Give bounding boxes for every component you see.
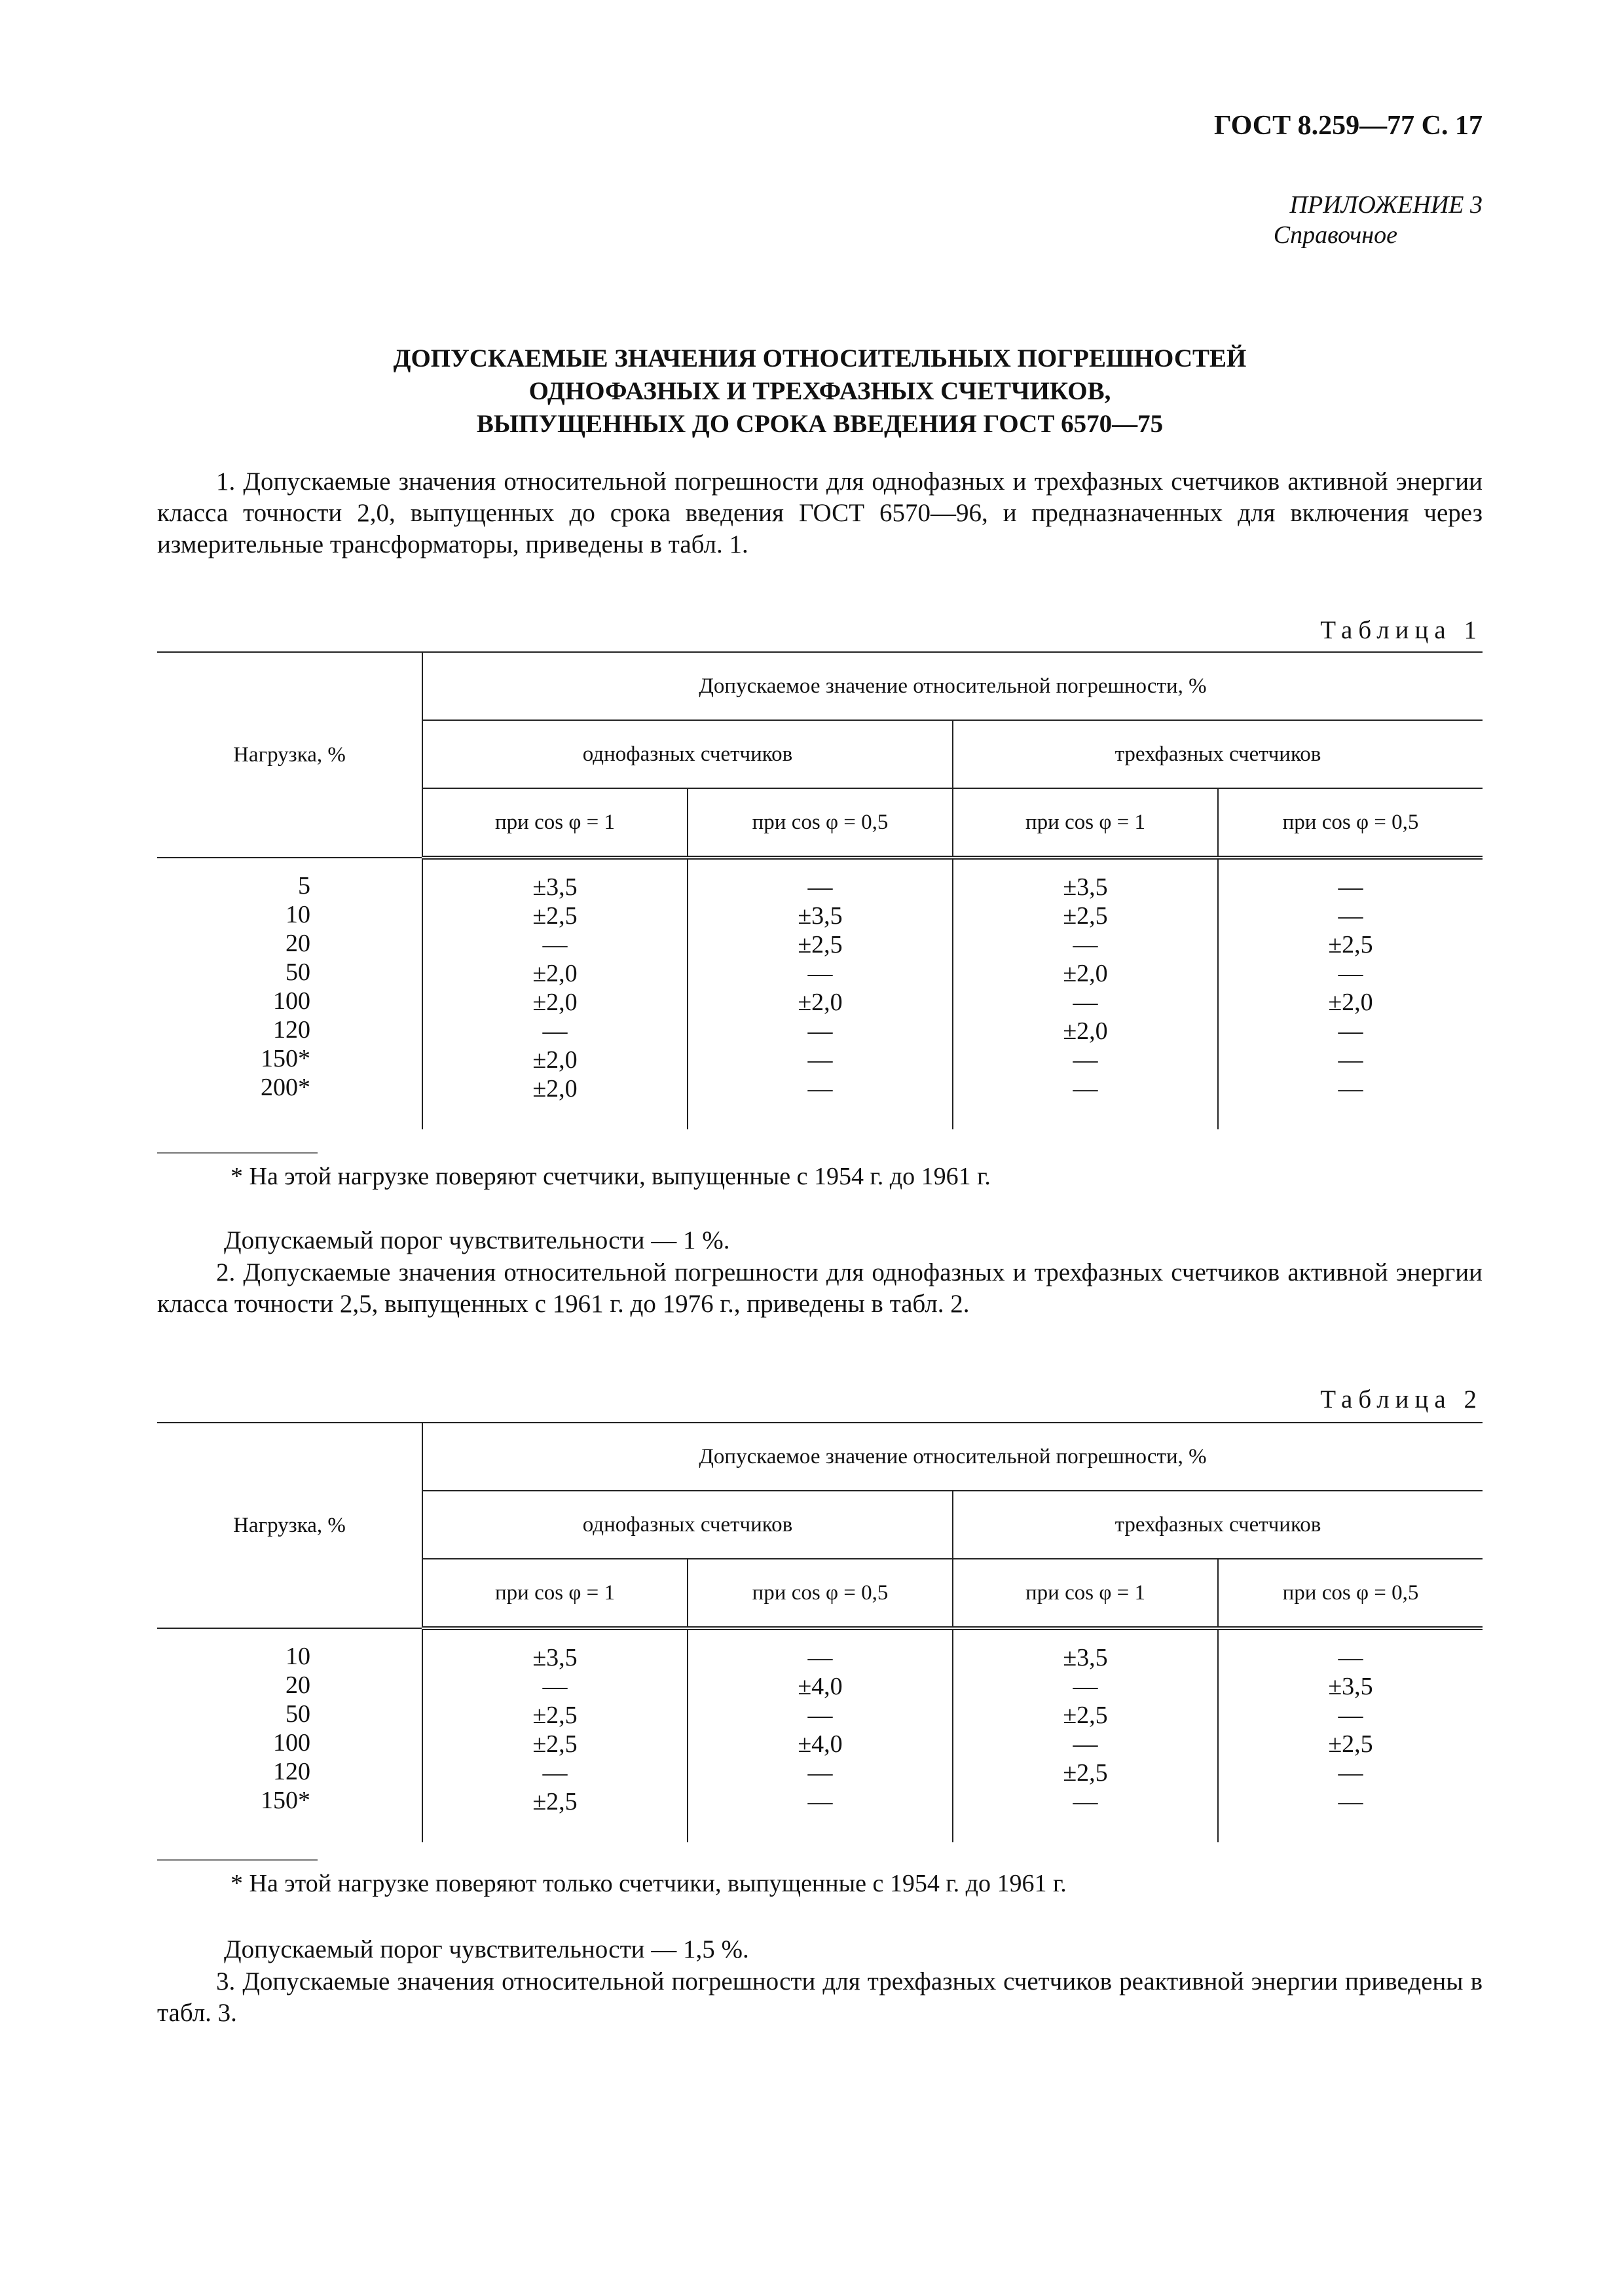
header-single-cos1: при cos φ = 1 (422, 1559, 688, 1628)
table-1-caption: Таблица 1 (1320, 616, 1483, 644)
table-cell: — (1338, 873, 1363, 901)
table-cell: ±2,0 (532, 960, 578, 987)
header-load: Нагрузка, % (157, 1423, 422, 1628)
table-cell: ±2,5 (532, 902, 578, 930)
table-cell: ±2,5 (1063, 1759, 1108, 1787)
three-cos05-column (1218, 858, 1483, 1129)
table-cell: — (1338, 1075, 1363, 1102)
table-2-caption: Таблица 2 (1320, 1385, 1483, 1413)
table-cell: 100 (273, 987, 310, 1015)
table-cell: ±2,5 (1063, 1702, 1108, 1729)
table-cell: ±2,0 (1063, 960, 1108, 987)
table-cell: 10 (286, 1643, 310, 1670)
table-cell: ±2,0 (532, 1075, 578, 1102)
table-cell: ±2,0 (532, 989, 578, 1016)
appendix-title: ПРИЛОЖЕНИЕ 3 (1289, 191, 1483, 219)
footnote-rule (157, 1152, 318, 1154)
table-cell: — (1073, 1788, 1098, 1815)
single-cos1-column (422, 858, 688, 1129)
table-cell: ±2,0 (532, 1046, 578, 1074)
paragraph-2-text: 2. Допускаемые значения относительной погрешности для однофазных и трехфазных счетчиков активной энергии класса точности 2,5, выпущенных с 1961 г. до 1976 г., приведены в табл. 2. (157, 1258, 1483, 1318)
page-header: ГОСТ 8.259—77 С. 17 (1213, 111, 1483, 141)
paragraph-3 (157, 1966, 1483, 2029)
table-cell: ±2,5 (532, 1788, 578, 1815)
table-cell: — (542, 931, 568, 958)
table-cell: — (1073, 1730, 1098, 1758)
table-cell: — (542, 1759, 568, 1787)
header-three-cos05: при cos φ = 0,5 (1218, 1559, 1483, 1628)
header-single-cos05: при cos φ = 0,5 (688, 788, 953, 858)
table-cell: — (1338, 960, 1363, 987)
single-cos1-column (422, 1628, 688, 1842)
table-cell: ±3,5 (532, 873, 578, 901)
table-cell: ±3,5 (798, 902, 843, 930)
table-cell: — (807, 1644, 833, 1671)
table-cell: ±2,5 (798, 931, 843, 958)
table-cell: — (1073, 1046, 1098, 1074)
load-column (157, 858, 422, 1129)
title-line: ОДНОФАЗНЫХ И ТРЕХФАЗНЫХ СЧЕТЧИКОВ, (528, 377, 1111, 405)
threshold-2: Допускаемый порог чувствительности — 1,5 %. (224, 1935, 749, 1963)
table-cell: 150* (261, 1787, 310, 1814)
table-cell: ±4,0 (798, 1730, 843, 1758)
table-cell: 120 (273, 1758, 310, 1785)
table-cell: 150* (261, 1045, 310, 1072)
table-cell: — (1338, 1788, 1363, 1815)
three-cos1-column (953, 1628, 1218, 1842)
single-cos05-column (688, 1628, 953, 1842)
table-cell: ±2,5 (1328, 931, 1373, 958)
table-cell: — (1073, 931, 1098, 958)
table-cell: 200* (261, 1074, 310, 1101)
table-cell: — (807, 1046, 833, 1074)
table-cell: — (1338, 1759, 1363, 1787)
table-cell: ±2,5 (532, 1702, 578, 1729)
table-cell: 20 (286, 930, 310, 957)
table-cell: 20 (286, 1671, 310, 1699)
load-column (157, 1628, 422, 1842)
table-cell: — (542, 1017, 568, 1045)
table-cell: ±2,5 (1063, 902, 1108, 930)
paragraph-1 (157, 466, 1483, 560)
table-cell: ±2,5 (532, 1730, 578, 1758)
table-body-row (157, 858, 1483, 1129)
three-cos1-column (953, 858, 1218, 1129)
table-cell: 5 (298, 872, 310, 900)
table-1-footnote: * На этой нагрузке поверяют счетчики, выпущенные с 1954 г. до 1961 г. (230, 1163, 991, 1190)
table-cell: — (1338, 1644, 1363, 1671)
table-cell: ±2,0 (1328, 989, 1373, 1016)
paragraph-2 (157, 1257, 1483, 1320)
paragraph-1-text: 1. Допускаемые значения относительной погрешности для однофазных и трехфазных счетчиков активной энергии класса точности 2,0, выпущенных до срока введения ГОСТ 6570—96, и предназначенных для включения через измерительные трансформаторы, приведены в табл. 1. (157, 467, 1483, 558)
table-cell: — (807, 1017, 833, 1045)
table-cell: 120 (273, 1016, 310, 1044)
title-line: ВЫПУЩЕННЫХ ДО СРОКА ВВЕДЕНИЯ ГОСТ 6570—75 (476, 410, 1164, 438)
table-cell: — (1338, 1017, 1363, 1045)
table-cell: 50 (286, 1700, 310, 1728)
header-allowed-error: Допускаемое значение относительной погрешности, % (422, 1423, 1483, 1491)
table-cell: — (1073, 1673, 1098, 1700)
document-title (157, 342, 1483, 441)
threshold-1: Допускаемый порог чувствительности — 1 %. (224, 1226, 730, 1254)
header-single-cos1: при cos φ = 1 (422, 788, 688, 858)
table-cell: — (1338, 1702, 1363, 1729)
table-cell: — (1338, 1046, 1363, 1074)
table-cell: ±2,5 (1328, 1730, 1373, 1758)
single-cos05-column (688, 858, 953, 1129)
header-three-cos1: при cos φ = 1 (953, 1559, 1218, 1628)
three-cos05-column (1218, 1628, 1483, 1842)
table-2 (157, 1422, 1483, 1842)
table-cell: — (1073, 989, 1098, 1016)
table-body-row (157, 1628, 1483, 1842)
table-cell: ±4,0 (798, 1673, 843, 1700)
table-2-footnote: * На этой нагрузке поверяют только счетчики, выпущенные с 1954 г. до 1961 г. (230, 1870, 1067, 1897)
table-cell: 50 (286, 958, 310, 986)
table-cell: ±2,0 (798, 989, 843, 1016)
header-three-phase: трехфазных счетчиков (953, 720, 1483, 788)
table-cell: — (807, 1788, 833, 1815)
table-1 (157, 651, 1483, 1129)
header-three-cos05: при cos φ = 0,5 (1218, 788, 1483, 858)
table-cell: 10 (286, 901, 310, 928)
title-line: ДОПУСКАЕМЫЕ ЗНАЧЕНИЯ ОТНОСИТЕЛЬНЫХ ПОГРЕШНОСТЕЙ (393, 344, 1247, 373)
header-single-phase: однофазных счетчиков (422, 720, 953, 788)
header-load: Нагрузка, % (157, 652, 422, 858)
header-three-phase: трехфазных счетчиков (953, 1491, 1483, 1559)
table-cell: ±3,5 (532, 1644, 578, 1671)
table-cell: 100 (273, 1729, 310, 1757)
paragraph-3-text: 3. Допускаемые значения относительной погрешности для трехфазных счетчиков реактивной энергии приведены в табл. 3. (157, 1967, 1483, 2027)
table-cell: — (807, 960, 833, 987)
table-cell: — (1073, 1075, 1098, 1102)
table-cell: — (807, 1702, 833, 1729)
table-cell: — (1338, 902, 1363, 930)
table-cell: — (807, 1759, 833, 1787)
header-single-cos05: при cos φ = 0,5 (688, 1559, 953, 1628)
header-allowed-error: Допускаемое значение относительной погрешности, % (422, 652, 1483, 720)
appendix-label (1274, 190, 1483, 250)
appendix-subtitle: Справочное (1273, 221, 1397, 249)
header-three-cos1: при cos φ = 1 (953, 788, 1218, 858)
table-cell: ±3,5 (1328, 1673, 1373, 1700)
table-cell: — (807, 1075, 833, 1102)
table-cell: ±3,5 (1063, 1644, 1108, 1671)
table-cell: — (542, 1673, 568, 1700)
header-single-phase: однофазных счетчиков (422, 1491, 953, 1559)
table-cell: ±2,0 (1063, 1017, 1108, 1045)
footnote-rule (157, 1859, 318, 1861)
table-cell: — (807, 873, 833, 901)
table-cell: ±3,5 (1063, 873, 1108, 901)
